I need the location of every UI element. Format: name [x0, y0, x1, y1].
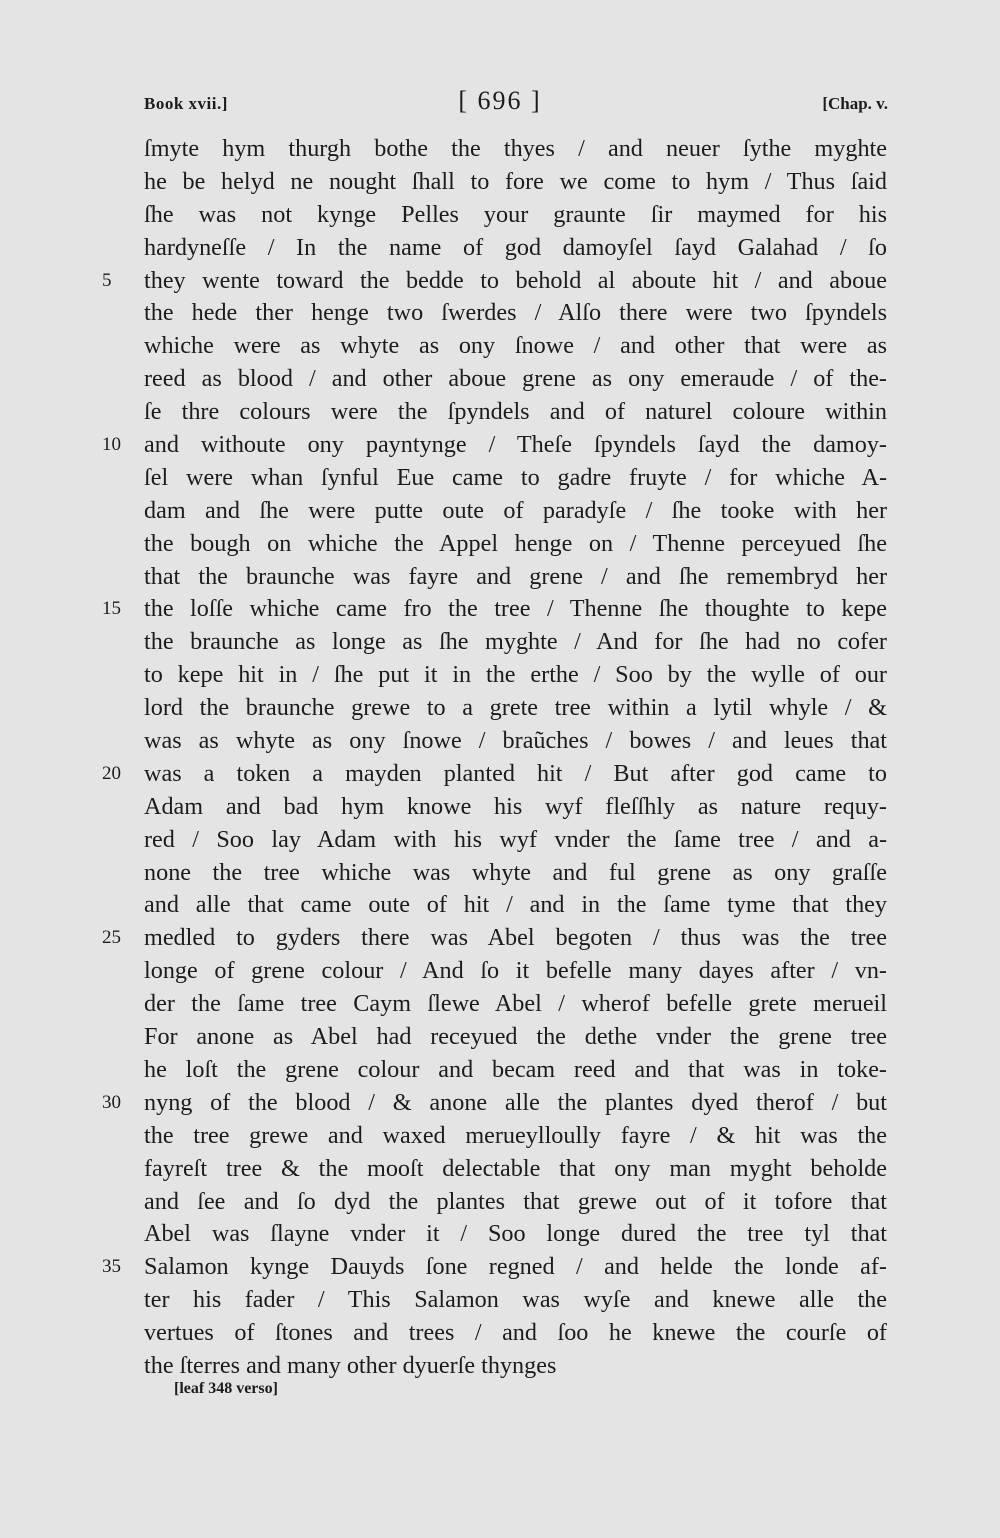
- line-text: they wente toward the bedde to behold al aboute hit / and aboue: [144, 266, 887, 294]
- line-text: that the braunche was fayre and grene / and ſhe remembryd her: [144, 562, 887, 590]
- text-line: [144, 1284, 887, 1317]
- line-text: fayreſt tree & the mooſt delectable that ony man myght beholde: [144, 1154, 887, 1182]
- text-line: [102, 1251, 887, 1284]
- book-reference: Book xvii.]: [144, 94, 228, 113]
- running-header: [0, 86, 1000, 122]
- text-line: [144, 824, 887, 857]
- line-text: ſhe was not kynge Pelles your graunte ſir maymed for his: [144, 200, 887, 228]
- line-text: vertues of ſtones and trees / and ſoo he knewe the courſe of: [144, 1319, 887, 1347]
- text-line: [144, 133, 887, 166]
- line-text: he loſt the grene colour and becam reed and that was in toke-: [144, 1055, 887, 1083]
- leaf-note: [leaf 348 verso]: [174, 1380, 278, 1397]
- text-line: [102, 593, 887, 626]
- line-text: the bough on whiche the Appel henge on / Thenne perceyued ſhe: [144, 529, 887, 557]
- line-text: was as whyte as ony ſnowe / braũches / bowes / and leues that: [144, 727, 887, 755]
- line-text: Adam and bad hym knowe his wyf fleſſhly as nature requy-: [144, 792, 887, 820]
- line-text: Abel was ſlayne vnder it / Soo longe dured the tree tyl that: [144, 1220, 887, 1248]
- line-text: and withoute ony payntynge / Theſe ſpyndels ſayd the damoy-: [144, 431, 887, 459]
- line-text: none the tree whiche was whyte and ful grene as ony graſſe: [144, 858, 887, 886]
- text-line: [144, 396, 887, 429]
- text-line: [144, 692, 887, 725]
- text-line: [144, 1218, 887, 1251]
- page-number: [ 696 ]: [458, 86, 542, 115]
- text-line: [144, 495, 887, 528]
- text-line: [144, 330, 887, 363]
- line-text: ſel were whan ſynful Eue came to gadre fruyte / for whiche A-: [144, 463, 887, 491]
- line-text: the hede ther henge two ſwerdes / Alſo there were two ſpyndels: [144, 299, 887, 327]
- line-text: dam and ſhe were putte oute of paradyſe / ſhe tooke with her: [144, 496, 887, 524]
- line-text: and alle that came oute of hit / and in the ſame tyme that they: [144, 891, 887, 919]
- text-line: [102, 429, 887, 462]
- text-line: [144, 889, 887, 922]
- line-text: der the ſame tree Caym ſlewe Abel / wherof befelle grete merueil: [144, 990, 887, 1018]
- text-line: [102, 758, 887, 791]
- text-line: [144, 199, 887, 232]
- text-line: [102, 922, 887, 955]
- text-line: [144, 166, 887, 199]
- line-text: ter his fader / This Salamon was wyſe and knewe alle the: [144, 1286, 887, 1314]
- text-line: [144, 988, 887, 1021]
- line-text: longe of grene colour / And ſo it befelle many dayes after / vn-: [144, 957, 887, 985]
- text-body: [102, 133, 887, 1383]
- text-line: [144, 955, 887, 988]
- line-text: red / Soo lay Adam with his wyf vnder the ſame tree / and a-: [144, 825, 887, 853]
- text-line: [144, 725, 887, 758]
- line-text: nyng of the blood / & anone alle the plantes dyed therof / but: [144, 1088, 887, 1116]
- text-line: [144, 1153, 887, 1186]
- line-text: he be helyd ne nought ſhall to fore we come to hym / Thus ſaid: [144, 167, 887, 195]
- line-text: ſe thre colours were the ſpyndels and of naturel coloure within: [144, 398, 887, 426]
- line-text: lord the braunche grewe to a grete tree within a lytil whyle / &: [144, 694, 887, 722]
- line-text: and ſee and ſo dyd the plantes that grewe out of it tofore that: [144, 1187, 887, 1215]
- line-number: 30: [102, 1091, 121, 1113]
- text-line: [144, 363, 887, 396]
- text-line: [144, 857, 887, 890]
- chapter-reference: [Chap. v.: [822, 94, 888, 113]
- text-line: [144, 1054, 887, 1087]
- text-line: [144, 1317, 887, 1350]
- line-text: the ſterres and many other dyuerſe thynges: [144, 1351, 557, 1379]
- text-line: [144, 626, 887, 659]
- line-number: 10: [102, 434, 121, 456]
- text-line: [102, 265, 887, 298]
- text-line: [144, 232, 887, 265]
- line-text: Salamon kynge Dauyds ſone regned / and helde the londe af-: [144, 1253, 887, 1281]
- line-text: was a token a mayden planted hit / But after god came to: [144, 759, 887, 787]
- line-text: whiche were as whyte as ony ſnowe / and other that were as: [144, 332, 887, 360]
- text-line: [144, 1186, 887, 1219]
- text-line: [102, 1087, 887, 1120]
- text-line: [144, 528, 887, 561]
- text-line: [144, 297, 887, 330]
- text-line: [144, 791, 887, 824]
- line-number: 5: [102, 269, 112, 291]
- line-number: 20: [102, 762, 121, 784]
- line-number: 35: [102, 1256, 121, 1278]
- line-text: ſmyte hym thurgh bothe the thyes / and neuer ſythe myghte: [144, 135, 887, 162]
- line-text: the braunche as longe as ſhe myghte / And for ſhe had no cofer: [144, 628, 887, 656]
- line-text: reed as blood / and other aboue grene as ony emeraude / of the-: [144, 365, 887, 393]
- text-line: [144, 561, 887, 594]
- line-text: hardyneſſe / In the name of god damoyſel ſayd Galahad / ſo: [144, 233, 887, 261]
- text-line: [144, 1350, 887, 1383]
- text-line: [144, 659, 887, 692]
- text-line: [144, 1120, 887, 1153]
- text-line: [144, 1021, 887, 1054]
- line-text: medled to gyders there was Abel begoten / thus was the tree: [144, 924, 887, 952]
- line-text: the loſſe whiche came fro the tree / Thenne ſhe thoughte to kepe: [144, 595, 887, 623]
- line-text: to kepe hit in / ſhe put it in the erthe / Soo by the wylle of our: [144, 661, 887, 689]
- line-text: For anone as Abel had receyued the dethe vnder the grene tree: [144, 1023, 887, 1051]
- line-text: the tree grewe and waxed merueylloully fayre / & hit was the: [144, 1121, 887, 1149]
- text-line: [144, 462, 887, 495]
- line-number: 15: [102, 598, 121, 620]
- line-number: 25: [102, 927, 121, 949]
